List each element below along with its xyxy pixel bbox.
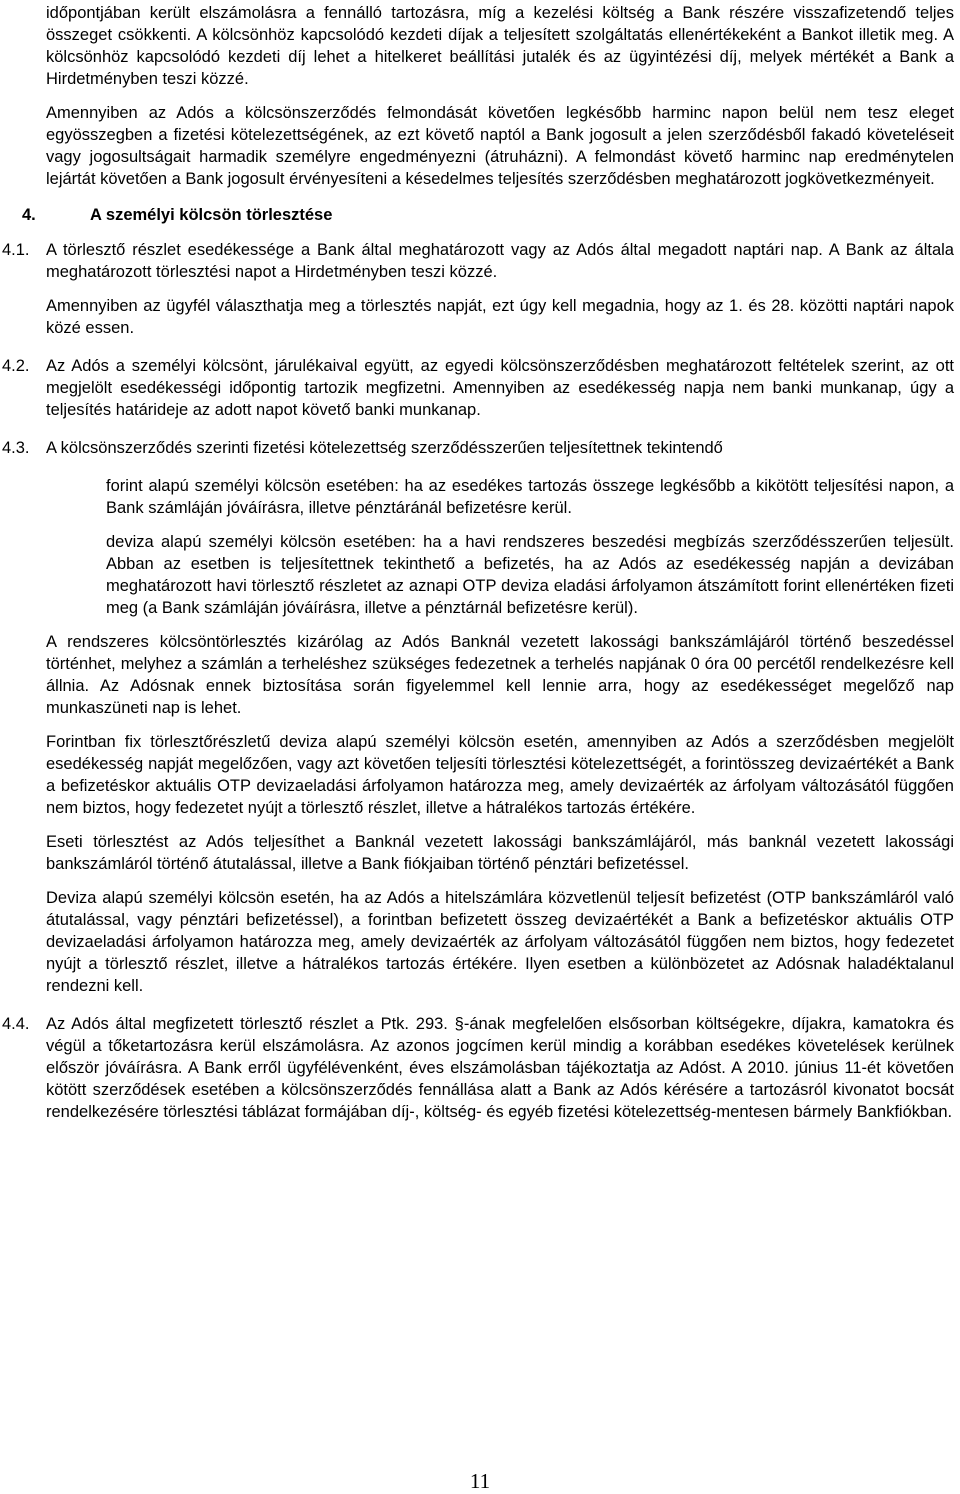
clause-4-3-paragraph-3: Eseti törlesztést az Adós teljesíthet a Banknál vezetett lakossági bankszámlájáról, más banknál vezetett lakossági bankszámláról történő átutalással, illetve a Bank fiókjaiban történő pénztári befizetéssel. [46, 833, 954, 873]
section-heading [0, 204, 960, 226]
clause-4-1-paragraph: Amennyiben az ügyfél választhatja meg a törlesztés napját, ezt úgy kell megadnia, hogy az 1. és 28. közötti naptári napok közé essen. [46, 297, 954, 337]
clause-text: Az Adós által megfizetett törlesztő részlet a Ptk. 293. §-ának megfelelően elsősorban költségekre, díjakra, kamatokra és végül a tőketartozásra kerül elszámolásra. Az azonos jogcímen kerül mindig a korábban esedékes követelések kerülnek először jóváírásra. A Bank erről ügyfélévenként, éves elszámolásban tájékoztatja az Adóst. A 2010. június 11-ét követően kötött szerződések esetében a kölcsönszerződés fennállása alatt a Bank az Adós kérésére a tartozásról kivonatot bocsát rendelkezésére törlesztési táblázat formájában díj-, költség- és egyéb fizetési kötelezettség-mentesen bármely Bankfiókban. [46, 1015, 954, 1121]
intro-paragraph-1: időpontjában került elszámolásra a fennálló tartozásra, míg a kezelési költség a Bank részére visszafizetendő teljes összeget csökkenti. A kölcsönhöz kapcsolódó kezdeti díjak a teljesített szolgáltatás ellenértékeként a Bankot illetik meg. A kölcsönhöz kapcsolódó kezdeti díj lehet a hitelkeret beállítási jutalék és az ügyintézési díj, melyek mértékét a Bank a Hirdetményben teszi közzé. [46, 4, 954, 88]
section-number: 4. [22, 206, 36, 224]
clause-4-3 [0, 437, 954, 459]
clause-text: A törlesztő részlet esedékessége a Bank által meghatározott vagy az Adós által megadott naptári nap. A Bank az általa meghatározott törlesztési napot a Hirdetményben teszi közzé. [46, 241, 954, 281]
clause-text: Az Adós a személyi kölcsönt, járulékaival együtt, az egyedi kölcsönszerződésben meghatározott feltételek szerint, az ott megjelölt esedékességi időpontig tartozik megfizetni. Amennyiben az esedékesség napja nem banki munkanap, úgy a teljesítés határideje az adott napot követő banki munkanap. [46, 357, 954, 419]
intro-paragraph-2: Amennyiben az Adós a kölcsönszerződés felmondását követően legkésőbb harminc napon belül nem tesz eleget egyösszegben a fizetési kötelezettségének, az ezt követő naptól a Bank jogosult a jelen szerződésből fakadó követeléseit vagy jogosultságait harmadik személyre engedményezni (átruházni). A felmondást követő harminc nap eredménytelen lejártát követően a Bank jogosult érvényesíteni a késedelmes teljesítés szerződésben meghatározott jogkövetkezményeit. [46, 104, 954, 188]
clause-number: 4.2. [2, 357, 30, 375]
clause-4-2 [0, 355, 954, 421]
clause-4-3-paragraph-1: A rendszeres kölcsöntörlesztés kizárólag az Adós Banknál vezetett lakossági bankszámlájáról történő beszedéssel történhet, melyhez a számlán a terheléshez szükséges fedezetnek a terhelés napjának 0 óra 00 percétől rendelkezésre kell állnia. Az Adósnak ennek biztosítása során figyelemmel kell lennie arra, hogy az esedékességet megelőző nap munkaszüneti nap is lehet. [46, 633, 954, 717]
section-title: A személyi kölcsön törlesztése [90, 206, 333, 224]
page-number: 11 [469, 1469, 491, 1493]
clause-4-1 [0, 239, 954, 283]
clause-number: 4.1. [2, 241, 30, 259]
clause-4-3-paragraph-2: Forintban fix törlesztőrészletű deviza alapú személyi kölcsön esetén, amennyiben az Adós a szerződésben megjelölt esedékesség napját megelőzően, vagy azt követően teljesíti törlesztési kötelezettségét, a forintösszeg devizaértékét a Bank a befizetéskor aktuális OTP devizaeladási árfolyamon határozza meg, amely devizaérték az árfolyam változásától függően nem biztos, hogy fedezetet nyújt a törlesztő részlet, illetve a hátralékos tartozás értékére. [46, 733, 954, 817]
clause-number: 4.4. [2, 1015, 30, 1033]
clause-4-3-sub-deviza: deviza alapú személyi kölcsön esetében: ha a havi rendszeres beszedési megbízás szerződésszerűen teljesült. Abban az esetben is teljesítettnek tekinthető a befizetés, ha az Adós az esedékesség napján a devizában meghatározott havi törlesztő részletet az aznapi OTP deviza eladási árfolyamon átszámított forint ellenértéken fizeti meg (a Bank számláján jóváírásra, illetve a pénztárnál befizetésre kerül). [106, 533, 954, 617]
clause-4-3-paragraph-4: Deviza alapú személyi kölcsön esetén, ha az Adós a hitelszámlára közvetlenül teljesít befizetést (OTP bankszámláról való átutalással, vagy pénztári befizetéssel), a forintban befizetett összeg devizaértékét a Bank a befizetéskor aktuális OTP devizaeladási árfolyamon határozza meg, amely devizaérték az árfolyam változásától függően nem biztos, hogy fedezetet nyújt a törlesztő részlet, illetve a hátralékos tartozás értékére. Ilyen esetben a különbözetet az Adósnak haladéktalanul rendezni kell. [46, 889, 954, 995]
clause-4-3-sub-forint: forint alapú személyi kölcsön esetében: ha az esedékes tartozás összege legkésőbb a kikötött teljesítési napon, a Bank számláján jóváírásra, illetve pénztáránál befizetésre kerül. [106, 477, 954, 517]
clause-text: A kölcsönszerződés szerinti fizetési kötelezettség szerződésszerűen teljesítettnek tekintendő [46, 439, 723, 457]
clause-4-4 [0, 1013, 954, 1123]
clause-number: 4.3. [2, 439, 30, 457]
